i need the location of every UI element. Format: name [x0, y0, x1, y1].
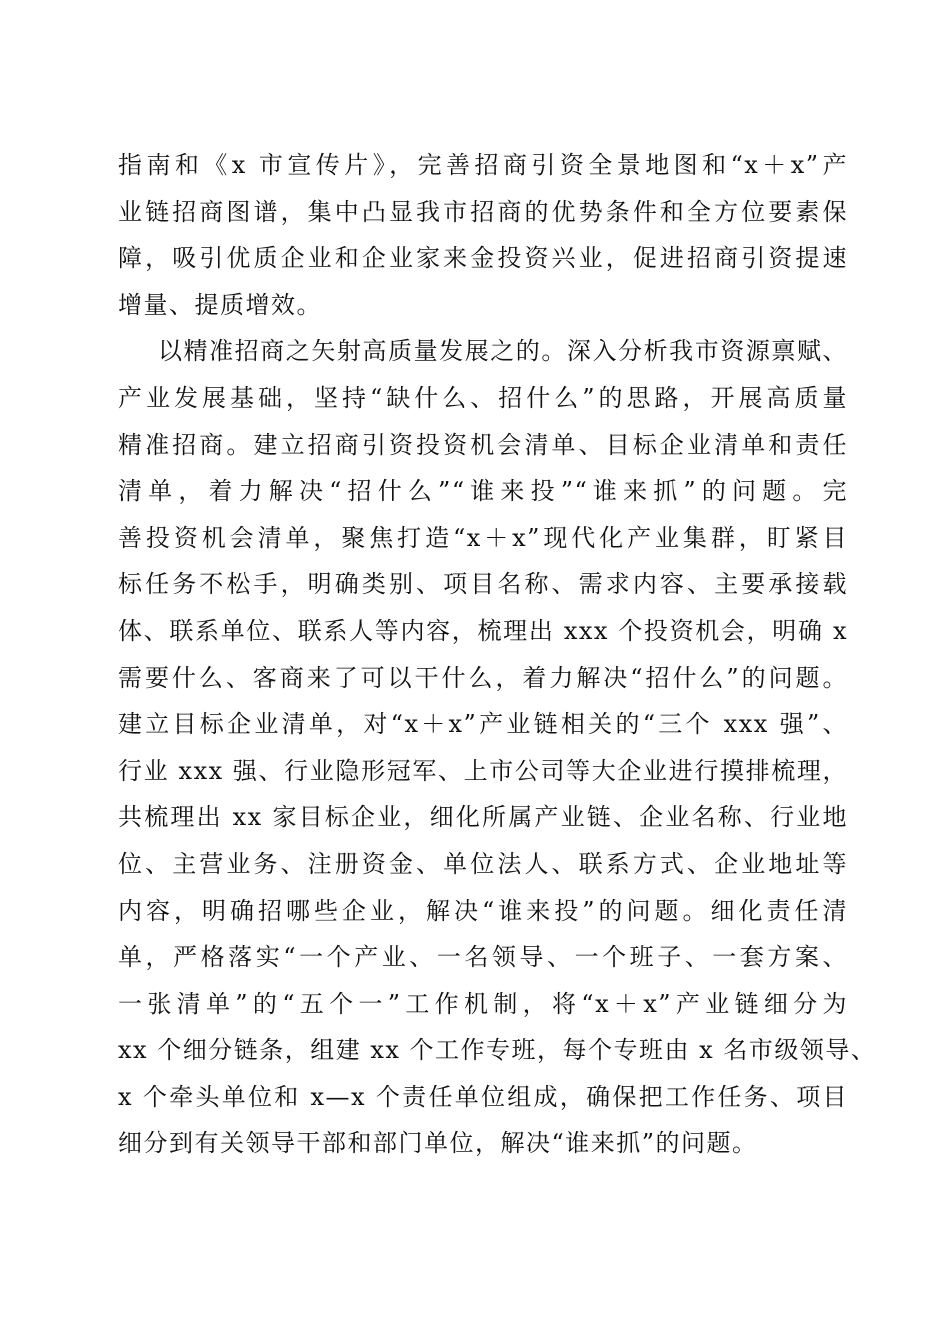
- text-line: 共梳理出 xx 家目标企业，细化所属产业链、企业名称、行业地: [118, 803, 848, 832]
- text-line: 需要什么、客商来了可以干什么，着力解决“招什么”的问题。: [118, 663, 848, 692]
- text-line: x 个牵头单位和 x—x 个责任单位组成，确保把工作任务、项目: [118, 1082, 848, 1111]
- text-line: 善投资机会清单，聚焦打造“x＋x”现代化产业集群，盯紧目: [118, 523, 848, 552]
- text-line: 细分到有关领导干部和部门单位，解决“谁来抓”的问题。: [118, 1129, 758, 1158]
- text-line: 精准招商。建立招商引资投资机会清单、目标企业清单和责任: [118, 430, 848, 459]
- document-body: [118, 142, 877, 1167]
- paragraph-heading-line: 以精准招商之矢射高质量发展之的。深入分析我市资源禀赋、: [158, 337, 848, 366]
- text-line: 一张清单”的“五个一”工作机制，将“x＋x”产业链细分为: [118, 989, 848, 1018]
- text-line: 增量、提质增效。: [118, 290, 322, 319]
- text-line: 清单，着力解决“招什么”“谁来投”“谁来抓”的问题。完: [118, 477, 848, 506]
- text-line: 产业发展基础，坚持“缺什么、招什么”的思路，开展高质量: [118, 383, 848, 412]
- paragraph-2: [118, 328, 877, 1167]
- text-line: 标任务不松手，明确类别、项目名称、需求内容、主要承接载: [118, 570, 848, 599]
- text-line: 行业 xxx 强、行业隐形冠军、上市公司等大企业进行摸排梳理，: [118, 756, 848, 785]
- text-line: 单，严格落实“一个产业、一名领导、一个班子、一套方案、: [118, 943, 848, 972]
- text-line: 业链招商图谱，集中凸显我市招商的优势条件和全方位要素保: [118, 197, 848, 226]
- text-line: 体、联系单位、联系人等内容，梳理出 xxx 个投资机会，明确 x: [118, 616, 848, 645]
- text-line: 位、主营业务、注册资金、单位法人、联系方式、企业地址等: [118, 849, 848, 878]
- text-line: 内容，明确招哪些企业，解决“谁来投”的问题。细化责任清: [118, 896, 848, 925]
- text-line: 建立目标企业清单，对“x＋x”产业链相关的“三个 xxx 强”、: [118, 710, 848, 739]
- text-line: 障，吸引优质企业和企业家来金投资兴业，促进招商引资提速: [118, 244, 848, 273]
- text-line: xx 个细分链条，组建 xx 个工作专班，每个专班由 x 名市级领导、: [118, 1036, 877, 1065]
- text-line: 指南和《x 市宣传片》，完善招商引资全景地图和“x＋x”产: [118, 151, 848, 179]
- paragraph-1: [118, 142, 848, 328]
